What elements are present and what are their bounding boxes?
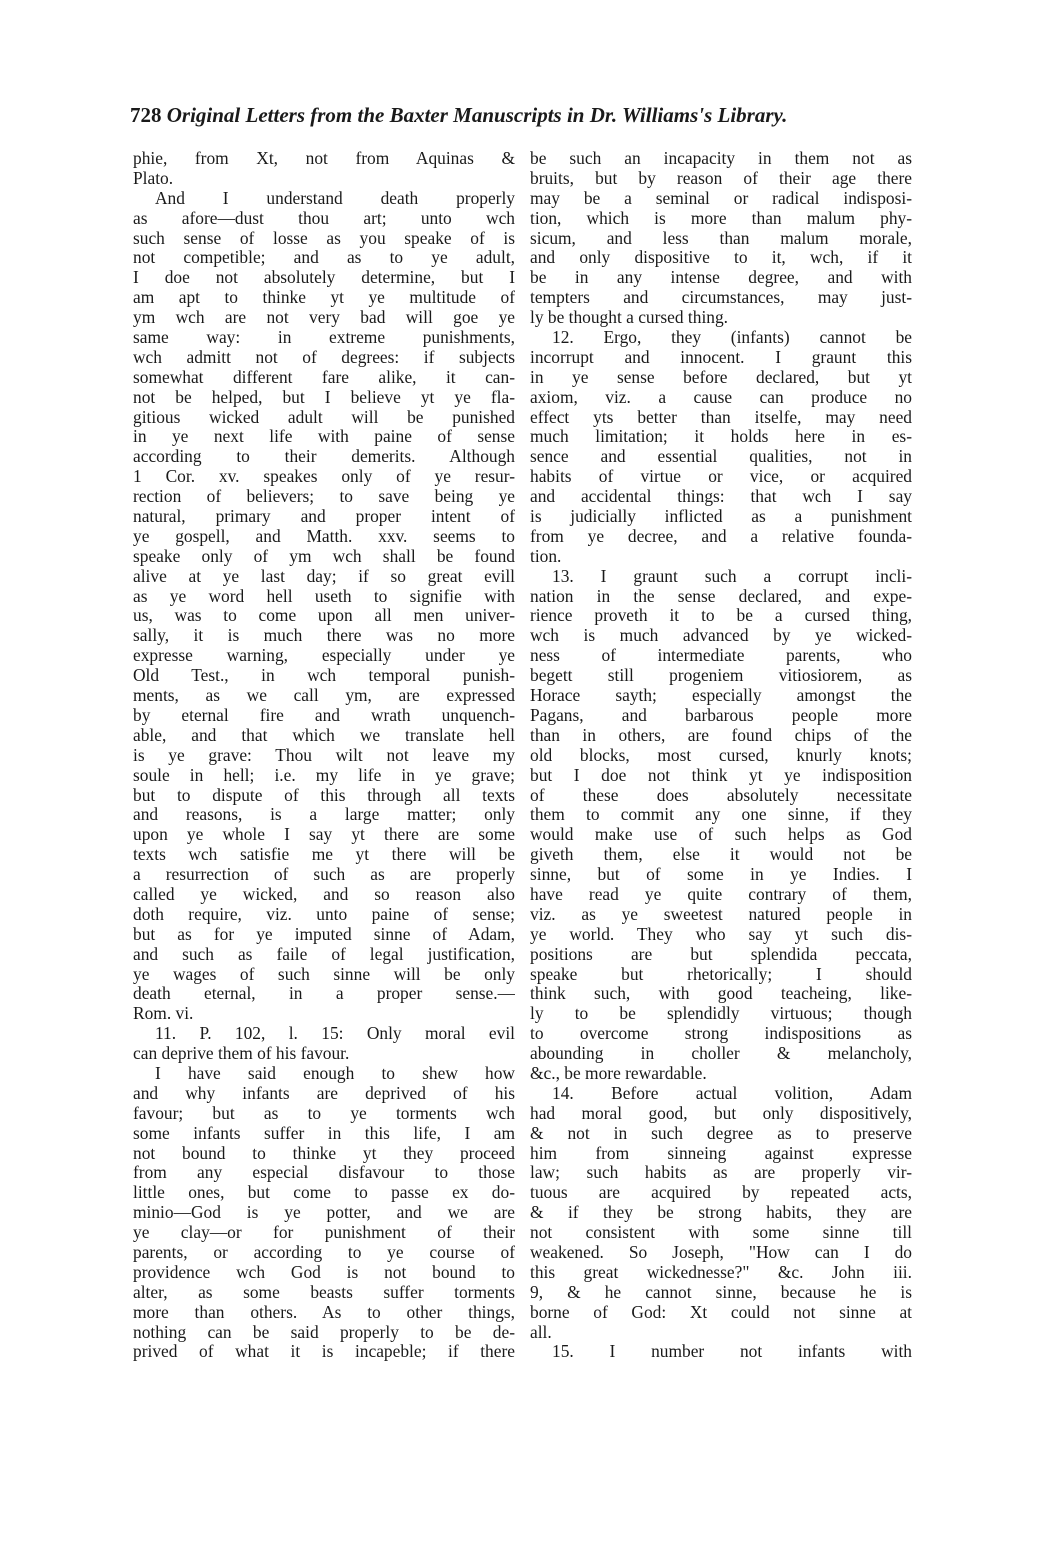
text-line: parents, or according to ye course of <box>133 1242 515 1262</box>
text-line: Horace sayth; especially amongst the <box>530 686 912 706</box>
text-line: and reasons, is a large matter; only <box>133 805 515 825</box>
running-header <box>130 103 920 135</box>
text-line: tuous are acquired by repeated acts, <box>530 1183 912 1203</box>
text-line: according to their demerits. Although <box>133 447 515 467</box>
text-line: from ye decree, and a relative founda- <box>530 526 912 546</box>
text-line: ye wages of such sinne will be only <box>133 964 515 984</box>
text-line: Pagans, and barbarous people more <box>530 705 912 725</box>
text-line: same way: in extreme punishments, <box>133 328 515 348</box>
text-line: than in others, are found chips of the <box>530 725 912 745</box>
text-line: them to commit any one sinne, if they <box>530 805 912 825</box>
text-line: tion. <box>530 546 562 566</box>
text-line: providence wch God is not bound to <box>133 1262 515 1282</box>
text-line: by eternal fire and wrath unquench- <box>133 705 515 725</box>
text-line: much limitation; it holds here in es- <box>530 427 912 447</box>
text-line: think such, with good teacheing, like- <box>530 984 912 1004</box>
text-line: weakened. So Joseph, "How can I do <box>530 1242 912 1262</box>
text-line: phie, from Xt, not from Aquinas & <box>133 149 515 168</box>
text-line: sally, it is much there was no more <box>133 626 515 646</box>
text-line: Rom. vi. <box>133 1004 194 1024</box>
text-line: Old Test., in wch temporal punish- <box>133 666 515 686</box>
text-line: 1 Cor. xv. speakes only of ye resur- <box>133 467 515 487</box>
text-line: in ye sense before declared, but yt <box>530 367 912 387</box>
text-line: nation in the sense declared, and expe- <box>530 586 912 606</box>
text-line: be such an incapacity in them not as <box>530 149 912 168</box>
text-line: some infants suffer in this life, I am <box>133 1123 515 1143</box>
text-line: prived of what it is incapeble; if there <box>133 1342 515 1362</box>
text-line: is ye grave: Thou wilt not leave my <box>133 745 515 765</box>
text-line: be in any intense degree, and with <box>530 268 912 288</box>
text-line: giveth them, else it would not be <box>530 845 912 865</box>
text-line: may be a seminal or radical indisposi- <box>530 188 912 208</box>
text-line: gitious wicked adult will be punished <box>133 407 515 427</box>
text-line: wch is much advanced by ye wicked- <box>530 626 912 646</box>
text-line: not competible; and as to ye adult, <box>133 248 515 268</box>
text-line: more than others. As to other things, <box>133 1302 515 1322</box>
text-line: & not in such degree as to preserve <box>530 1123 912 1143</box>
text-line: 13. I graunt such a corrupt incli- <box>552 566 912 586</box>
text-line: &c., be more rewardable. <box>530 1063 707 1083</box>
text-line: not consistent with some sinne till <box>530 1223 912 1243</box>
text-line: him from sinneing against expresse <box>530 1143 912 1163</box>
text-line: expresse warning, especially under ye <box>133 646 515 666</box>
text-line: habits of virtue or vice, or acquired <box>530 467 912 487</box>
text-line: 15. I number not infants with <box>552 1342 912 1362</box>
text-line: am apt to thinke yt ye multitude of <box>133 288 515 308</box>
text-line: minio—God is ye potter, and we are <box>133 1203 515 1223</box>
text-line: viz. as ye sweetest natured people in <box>530 904 912 924</box>
text-line: nothing can be said properly to be de- <box>133 1322 515 1342</box>
text-line: positions are but splendida peccata, <box>530 944 912 964</box>
text-line: speake only of ym wch shall be found <box>133 546 515 566</box>
text-line: a resurrection of such as are properly <box>133 865 515 885</box>
text-line: tion, which is more than malum phy- <box>530 208 912 228</box>
text-line: alive at ye last day; if so great evill <box>133 566 515 586</box>
text-line: as ye word hell useth to signifie with <box>133 586 515 606</box>
text-line: 9, & he cannot sinne, because he is <box>530 1282 912 1302</box>
text-line: begett still progeniem vitiosiorem, as <box>530 666 912 686</box>
text-line: and such as faile of legal justification, <box>133 944 515 964</box>
text-line: ness of intermediate parents, who <box>530 646 912 666</box>
text-line: favour; but as to ye torments wch <box>133 1103 515 1123</box>
text-line: sence and essential qualities, not in <box>530 447 912 467</box>
text-line: somewhat different fare alike, it can- <box>133 367 515 387</box>
text-line: And I understand death properly <box>155 188 515 208</box>
text-line: 11. P. 102, l. 15: Only moral evil <box>155 1024 515 1044</box>
text-line: rience proveth it to be a cursed thing, <box>530 606 912 626</box>
text-line: bruits, but by reason of their age there <box>530 168 912 188</box>
running-title: Original Letters from the Baxter Manuscripts in Dr. Williams's Library. <box>166 103 788 127</box>
text-line: and only dispositive to it, wch, if it <box>530 248 912 268</box>
text-line: Plato. <box>133 168 174 188</box>
right-column <box>530 149 912 1362</box>
text-line: have read ye quite contrary of them, <box>530 884 912 904</box>
text-line: borne of God: Xt could not sinne at <box>530 1302 912 1322</box>
text-line: not be helped, but I believe yt ye fla- <box>133 387 515 407</box>
text-line: rection of believers; to save being ye <box>133 487 515 507</box>
text-line: soule in hell; i.e. my life in ye grave; <box>133 765 515 785</box>
text-line: old blocks, most cursed, knurly knots; <box>530 745 912 765</box>
text-line: of these does absolutely necessitate <box>530 785 912 805</box>
text-line: can deprive them of his favour. <box>133 1044 350 1064</box>
text-line: tempters and circumstances, may just- <box>530 288 912 308</box>
text-line: 14. Before actual volition, Adam <box>552 1083 912 1103</box>
text-line: little ones, but come to passe ex do- <box>133 1183 515 1203</box>
text-line: but to dispute of this through all texts <box>133 785 515 805</box>
text-line: as afore—dust thou art; unto wch <box>133 208 515 228</box>
text-line: doth require, viz. unto paine of sense; <box>133 904 515 924</box>
text-line: sicum, and less than malum morale, <box>530 228 912 248</box>
text-line: I doe not absolutely determine, but I <box>133 268 515 288</box>
text-line: upon ye whole I say yt there are some <box>133 825 515 845</box>
text-line: but as for ye imputed sinne of Adam, <box>133 924 515 944</box>
left-column <box>133 149 515 1362</box>
text-line: able, and that which we translate hell <box>133 725 515 745</box>
text-line: all. <box>530 1322 552 1342</box>
text-line: 12. Ergo, they (infants) cannot be <box>552 328 912 348</box>
text-line: not bound to thinke yt they proceed <box>133 1143 515 1163</box>
text-line: & if they be strong habits, they are <box>530 1203 912 1223</box>
text-line: incorrupt and innocent. I graunt this <box>530 347 912 367</box>
text-line: law; such habits as are properly vir- <box>530 1163 912 1183</box>
text-line: from any especial disfavour to those <box>133 1163 515 1183</box>
text-line: had moral good, but only dispositively, <box>530 1103 912 1123</box>
text-line: called ye wicked, and so reason also <box>133 884 515 904</box>
text-line: and why infants are deprived of his <box>133 1083 515 1103</box>
text-line: this great wickednesse?" &c. John iii. <box>530 1262 912 1282</box>
text-line: would make use of such helps as God <box>530 825 912 845</box>
text-line: to overcome strong indispositions as <box>530 1024 912 1044</box>
text-line: is judicially inflicted as a punishment <box>530 507 912 527</box>
text-line: but I doe not think yt ye indisposition <box>530 765 912 785</box>
text-line: in ye next life with paine of sense <box>133 427 515 447</box>
text-line: ym wch are not very bad will goe ye <box>133 308 515 328</box>
text-line: alter, as some beasts suffer torments <box>133 1282 515 1302</box>
text-line: natural, primary and proper intent of <box>133 507 515 527</box>
text-line: sinne, but of some in ye Indies. I <box>530 865 912 885</box>
text-line: ments, as we call ym, are expressed <box>133 686 515 706</box>
text-line: us, was to come upon all men univer- <box>133 606 515 626</box>
text-line: and accidental things: that wch I say <box>530 487 912 507</box>
text-line: ly to be splendidly virtuous; though <box>530 1004 912 1024</box>
text-line: texts wch satisfie me yt there will be <box>133 845 515 865</box>
page-number: 728 <box>130 103 162 127</box>
text-line: effect yts better than itselfe, may need <box>530 407 912 427</box>
text-line: axiom, viz. a cause can produce no <box>530 387 912 407</box>
text-line: death eternal, in a proper sense.— <box>133 984 515 1004</box>
text-line: ye gospell, and Matth. xxv. seems to <box>133 526 515 546</box>
text-line: ye clay—or for punishment of their <box>133 1223 515 1243</box>
text-line: such sense of losse as you speake of is <box>133 228 515 248</box>
text-line: ye world. They who say yt such dis- <box>530 924 912 944</box>
text-line: abounding in choller & melancholy, <box>530 1044 912 1064</box>
text-line: wch admitt not of degrees: if subjects <box>133 347 515 367</box>
text-line: I have said enough to shew how <box>155 1063 515 1083</box>
text-line: speake but rhetorically; I should <box>530 964 912 984</box>
text-line: ly be thought a cursed thing. <box>530 308 729 328</box>
